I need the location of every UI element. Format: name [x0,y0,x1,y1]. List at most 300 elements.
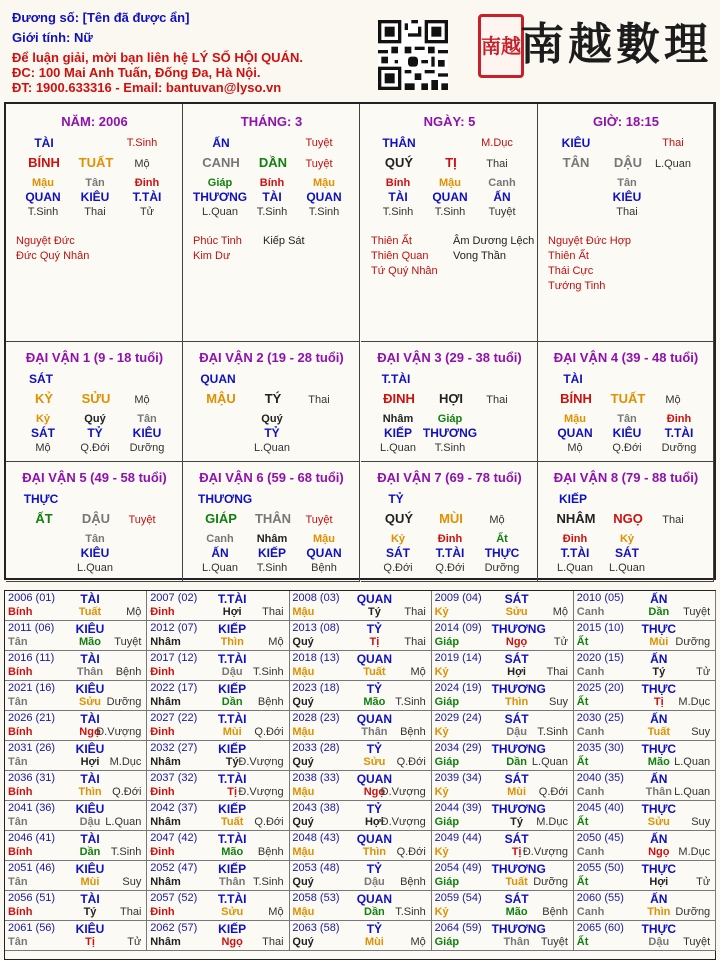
year-cell[interactable] [574,921,716,951]
year-stem: Ất [576,876,589,888]
hidden-stage: Tử [139,206,155,218]
year-label: 2037 (32) [150,772,198,784]
year-ten-god: THỰC [641,742,677,756]
year-cell[interactable] [289,861,431,891]
heavenly-stem: QUÝ [384,511,414,526]
year-stem: Tân [8,936,28,948]
heavenly-stem: BÍNH [560,391,592,406]
year-label: 2045 (40) [576,802,624,814]
year-ten-god: KIÊU [75,682,105,696]
year-label: 2065 (60) [576,922,624,934]
header [0,0,720,100]
year-ten-god: KIẾP [218,622,247,636]
year-stem: Canh [576,906,605,918]
hidden-ten-god: KIÊU [612,426,642,440]
year-cell[interactable] [289,591,431,621]
year-branch: Mão [221,846,244,858]
year-cell[interactable] [5,621,147,651]
year-cell[interactable] [289,651,431,681]
year-branch: Thân [503,936,530,948]
year-branch: Dần [364,906,385,918]
hidden-stage: L.Quan [76,562,114,574]
year-cell[interactable] [574,831,716,861]
star-note: Âm Dương Lệch [453,235,535,247]
year-cell[interactable] [432,621,574,651]
earthly-branch: DẬU [613,155,643,170]
year-cell[interactable] [147,681,289,711]
year-stage: Tử [553,636,568,648]
year-stem: Ất [576,816,589,828]
hidden-ten-god: KIÊU [612,190,642,204]
year-ten-god: T.TÀI [217,772,247,786]
star-note: Kiếp Sát [263,235,305,247]
year-cell[interactable] [289,681,431,711]
year-cell[interactable] [147,861,289,891]
year-label: 2026 (21) [8,712,56,724]
ten-god-label: QUAN [200,372,236,386]
year-stem: Mậu [292,726,315,738]
year-branch: Tý [652,666,666,678]
year-stage: Mộ [268,636,284,648]
year-cell[interactable] [574,801,716,831]
year-cell[interactable] [5,681,147,711]
hidden-stem: Mậu [313,533,335,545]
year-cell[interactable] [289,741,431,771]
year-branch: Sửu [221,906,244,918]
hidden-ten-god: THƯƠNG [192,190,248,204]
stage-label: Tuyệt [305,137,333,149]
hidden-stage: Bệnh [311,562,337,574]
year-ten-god: TỶ [366,622,383,636]
star-note: Đức Quý Nhân [16,250,90,262]
year-branch: Dần [648,606,670,618]
year-cell[interactable] [5,771,147,801]
year-stem: Bính [8,906,33,918]
year-stage: T.Sinh [395,906,426,918]
year-label: 2015 (10) [576,622,624,634]
year-branch: Sửu [78,696,102,708]
year-stem: Quý [292,816,314,828]
year-branch: Mão [647,756,670,768]
year-stem: Đinh [150,786,175,798]
year-ten-god: KIÊU [75,802,105,816]
year-cell[interactable] [147,591,289,621]
star-note: Thiên Ất [548,250,589,262]
year-cell[interactable] [574,681,716,711]
hidden-ten-god: KIÊU [80,190,110,204]
pillar-title: THÁNG: 3 [240,114,303,129]
year-cell[interactable] [432,891,574,921]
year-stem: Kỷ [434,906,449,918]
year-stage: Bệnh [257,846,284,858]
year-stem: Tân [8,816,28,828]
year-ten-god: THƯƠNG [491,742,546,756]
hidden-ten-god: SÁT [615,546,639,560]
year-stage: Mộ [410,936,426,948]
year-cell[interactable] [432,651,574,681]
hidden-ten-god: ẤN [493,190,511,204]
hidden-stem: Đinh [666,413,692,425]
pillar-title: NĂM: 2006 [61,114,128,129]
year-cell[interactable] [289,921,431,951]
year-cell[interactable] [5,801,147,831]
hidden-ten-god: QUAN [306,190,342,204]
year-cell[interactable] [5,591,147,621]
hidden-ten-god: ẤN [211,546,229,560]
year-stem: Đinh [150,666,175,678]
year-cell[interactable] [5,891,147,921]
year-stem: Bính [8,846,33,858]
year-branch: Hợi [649,876,669,888]
year-cell[interactable] [574,651,716,681]
year-stem: Mậu [292,906,315,918]
year-ten-god: T.TÀI [217,712,247,726]
hidden-ten-god: SÁT [386,546,410,560]
year-stem: Bính [8,726,33,738]
year-label: 2011 (06) [8,622,55,634]
year-branch: Hợi [222,606,242,618]
year-stage: Tuyệt [540,936,568,948]
year-cell[interactable] [432,711,574,741]
year-branch: Dậu [364,876,385,888]
star-note: Nguyệt Đức [16,235,75,247]
pillar-grid [4,102,716,580]
heavenly-stem: ĐINH [383,391,415,406]
year-cell[interactable] [147,621,289,651]
year-cell[interactable] [147,801,289,831]
hidden-ten-god: QUAN [557,426,593,440]
year-stage: Thai [262,936,284,948]
hidden-ten-god: QUAN [432,190,468,204]
year-cell[interactable] [147,921,289,951]
daivan-cell [538,342,714,462]
year-stem: Bính [8,666,33,678]
earthly-branch: TUẤT [610,391,646,406]
year-cell[interactable] [289,621,431,651]
year-stem: Ất [576,936,589,948]
star-note: Phúc Tinh [193,235,242,247]
hidden-stem: Tân [137,413,157,425]
year-cell[interactable] [432,921,574,951]
year-ten-god: T.TÀI [217,892,247,906]
year-cell[interactable] [147,891,289,921]
year-cell[interactable] [147,771,289,801]
year-ten-god: SÁT [504,892,529,906]
year-stem: Mậu [292,666,315,678]
year-label: 2062 (57) [150,922,198,934]
year-stem: Canh [576,846,605,858]
year-cell[interactable] [5,711,147,741]
ten-god-label: SÁT [29,372,53,386]
hidden-stage: T.Sinh [308,206,340,218]
hidden-stem: Mậu [564,413,586,425]
hidden-ten-god: KIẾP [257,546,286,560]
year-cell[interactable] [289,771,431,801]
year-ten-god: TỶ [366,862,383,876]
year-cell[interactable] [432,831,574,861]
year-label: 2049 (44) [434,832,482,844]
year-stage: M.Dục [109,756,142,768]
hidden-stem: Mậu [439,177,461,189]
year-cell[interactable] [147,831,289,861]
year-cell[interactable] [289,711,431,741]
year-cell[interactable] [574,891,716,921]
year-cell[interactable] [574,771,716,801]
year-cell[interactable] [432,861,574,891]
year-stage: Q.Đới [112,786,142,798]
hidden-ten-god: KIẾP [383,426,412,440]
qr-code-icon[interactable] [378,20,448,90]
year-stage: Suy [691,816,711,828]
year-cell[interactable] [5,921,147,951]
year-cell[interactable] [289,891,431,921]
year-ten-god: TỶ [366,922,383,936]
hidden-ten-god: THƯƠNG [422,426,478,440]
year-ten-god: TÀI [80,892,100,906]
year-cell[interactable] [574,741,716,771]
year-ten-god: ẤN [650,832,668,846]
year-stem: Nhâm [150,636,181,648]
hidden-ten-god: SÁT [31,426,55,440]
year-branch: Tị [85,936,95,948]
ten-god-label: KIÊU [561,136,591,150]
year-branch: Thìn [647,906,671,918]
year-stage: Tuyệt [683,606,711,618]
year-ten-god: KIÊU [75,622,105,636]
year-cell[interactable] [289,831,431,861]
branch-stage: Tuyệt [305,158,333,170]
year-stage: Đ.Vượng [238,786,284,798]
year-stage: Tuyệt [114,636,142,648]
year-stem: Kỷ [434,726,449,738]
star-note: Tướng Tinh [548,280,606,292]
pillar-title: GIỜ: 18:15 [592,114,659,129]
daivan-title: ĐẠI VẬN 2 (19 - 28 tuổi) [199,350,344,365]
year-ten-god: TÀI [80,712,100,726]
year-ten-god: THƯƠNG [491,682,546,696]
logo-text: 南越數理 [520,19,712,70]
heavenly-stem: NHÂM [556,511,596,526]
year-label: 2055 (50) [576,862,624,874]
year-stem: Ất [576,756,589,768]
year-branch: Ngọ [648,846,670,858]
branch-stage: L.Quan [654,158,692,170]
hidden-stage: Q.Đới [435,562,465,574]
year-stem: Giáp [434,636,460,648]
year-stage: Q.Đới [254,816,284,828]
year-ten-god: QUAN [356,652,393,666]
year-stem: Kỷ [434,846,449,858]
year-ten-god: TỶ [366,682,383,696]
branch-stage: Tuyệt [128,514,156,526]
hidden-stage: Dưỡng [484,562,520,574]
ten-god-label: KIẾP [558,492,587,506]
daivan-title: ĐẠI VẬN 4 (39 - 48 tuổi) [553,350,699,365]
year-ten-god: KIÊU [75,922,105,936]
year-stage: M.Dục [678,846,711,858]
ten-god-label: TỶ [388,492,404,506]
year-stem: Bính [8,786,33,798]
year-stage: T.Sinh [110,846,142,858]
year-branch: Mão [505,906,528,918]
year-branch: Thìn [504,696,529,708]
year-branch: Ngọ [505,636,528,648]
contact-line: Để luận giải, mời bạn liên hệ LÝ SỐ HỘI QUÁN. [12,50,303,65]
earthly-branch: THÂN [254,511,292,526]
year-stage: Đ.Vượng [522,846,568,858]
pillar-cell [361,104,538,342]
year-cell[interactable] [432,681,574,711]
hidden-stage: L.Quan [201,206,239,218]
earthly-branch: DẦN [258,155,288,170]
year-stage: T.Sinh [537,726,568,738]
hidden-stage: T.Sinh [256,562,288,574]
year-label: 2056 (51) [8,892,56,904]
star-note: Kim Dư [193,250,231,262]
stage-label: M.Dục [481,137,513,149]
year-ten-god: ẤN [650,772,668,786]
hidden-stage: Q.Đới [383,562,413,574]
year-cell[interactable] [432,591,574,621]
year-branch: Ngọ [79,726,101,738]
year-label: 2017 (12) [150,652,198,664]
year-stem: Đinh [150,846,175,858]
year-ten-god: KIẾP [218,922,247,936]
year-cell[interactable] [147,711,289,741]
year-branch: Tuất [78,606,102,618]
year-ten-god: KIẾP [218,742,247,756]
hidden-stem: Tân [85,177,105,189]
phone-email-line: ĐT: 1900.633316 - Email: bantuvan@lyso.vn [12,80,282,95]
year-branch: Thìn [362,846,386,858]
pillar-cell [183,104,360,342]
heavenly-stem: QUÝ [384,155,414,170]
year-stage: Dưỡng [675,636,711,648]
year-ten-god: T.TÀI [217,832,247,846]
year-ten-god: T.TÀI [217,652,247,666]
year-branch: Dậu [79,816,101,828]
year-cell[interactable] [5,831,147,861]
hidden-ten-god: T.TÀI [435,546,465,560]
earthly-branch: HỢI [438,391,464,406]
year-label: 2012 (07) [150,622,198,634]
year-stem: Nhâm [150,696,181,708]
year-stem: Quý [292,636,314,648]
year-stage: Tử [127,936,142,948]
year-cell[interactable] [5,651,147,681]
hidden-stage: Dưỡng [129,442,165,454]
earthly-branch: NGỌ [613,511,643,526]
year-branch: Tuất [220,816,244,828]
year-cell[interactable] [147,651,289,681]
year-label: 2058 (53) [292,892,340,904]
year-stem: Quý [292,936,314,948]
year-label: 2029 (24) [434,712,482,724]
year-ten-god: ẤN [650,712,668,726]
owner-name: Đương số: [Tên đã được ẩn] [12,10,190,25]
year-cell[interactable] [432,771,574,801]
year-stem: Đinh [150,906,175,918]
year-ten-god: THỰC [641,802,677,816]
branch-stage: Tuyệt [305,514,333,526]
hidden-stem: Đinh [437,533,463,545]
ten-god-label: ẤN [212,136,230,150]
year-stage: M.Dục [536,816,568,828]
year-cell[interactable] [574,621,716,651]
year-stem: Canh [576,786,605,798]
year-stem: Ất [576,636,589,648]
hidden-stem: Kỷ [35,413,51,425]
hidden-stage: Thai [84,206,106,218]
hidden-stage: T.Sinh [382,206,414,218]
year-stem: Tân [8,756,28,768]
hidden-stem: Nhâm [382,413,414,425]
year-label: 2057 (52) [150,892,198,904]
year-cell[interactable] [5,741,147,771]
year-label: 2063 (58) [292,922,340,934]
year-stage: T.Sinh [395,696,426,708]
hidden-stem: Giáp [207,177,233,189]
year-branch: Dậu [221,666,243,678]
year-cell[interactable] [432,741,574,771]
year-cell[interactable] [432,801,574,831]
star-note: Vong Thần [453,250,507,262]
year-label: 2031 (26) [8,742,56,754]
year-ten-god: ẤN [650,592,668,606]
year-stage: Đ.Vượng [238,756,284,768]
branch-stage: Mộ [665,394,681,406]
hidden-stage: Dưỡng [661,442,697,454]
year-branch: Dậu [506,726,527,738]
year-label: 2040 (35) [576,772,624,784]
year-label: 2043 (38) [292,802,340,814]
hidden-stage: L.Quan [379,442,417,454]
year-label: 2034 (29) [434,742,482,754]
year-cell[interactable] [574,711,716,741]
ten-god-label: THƯƠNG [198,492,253,506]
year-cell[interactable] [289,801,431,831]
hidden-ten-god: TÀI [262,190,282,204]
year-stem: Canh [576,726,605,738]
year-stage: Tử [696,876,711,888]
hidden-stage: L.Quan [253,442,291,454]
hidden-stem: Mậu [32,177,54,189]
hidden-ten-god: T.TÀI [664,426,694,440]
year-label: 2007 (02) [150,592,198,604]
year-cell[interactable] [574,591,716,621]
ten-god-label: THÂN [382,136,416,150]
year-cell[interactable] [147,741,289,771]
year-branch: Dần [79,846,101,858]
year-cell[interactable] [5,861,147,891]
hidden-stem: Quý [84,413,106,425]
year-branch: Ngọ [221,936,243,948]
heavenly-stem: TÂN [562,155,590,170]
year-label: 2051 (46) [8,862,56,874]
year-cell[interactable] [574,861,716,891]
hidden-stem: Đinh [134,177,160,189]
year-ten-god: TÀI [80,772,100,786]
heavenly-stem: BÍNH [28,155,60,170]
daivan-title: ĐẠI VẬN 5 (49 - 58 tuổi) [22,470,167,485]
star-note: Thiên Ất [371,235,412,247]
hidden-stem: Nhâm [256,533,288,545]
hidden-stage: T.Sinh [27,206,59,218]
year-ten-god: QUAN [356,832,393,846]
hidden-stage: T.Sinh [256,206,288,218]
year-ten-god: TỶ [366,742,383,756]
year-branch: Tuất [363,666,386,678]
